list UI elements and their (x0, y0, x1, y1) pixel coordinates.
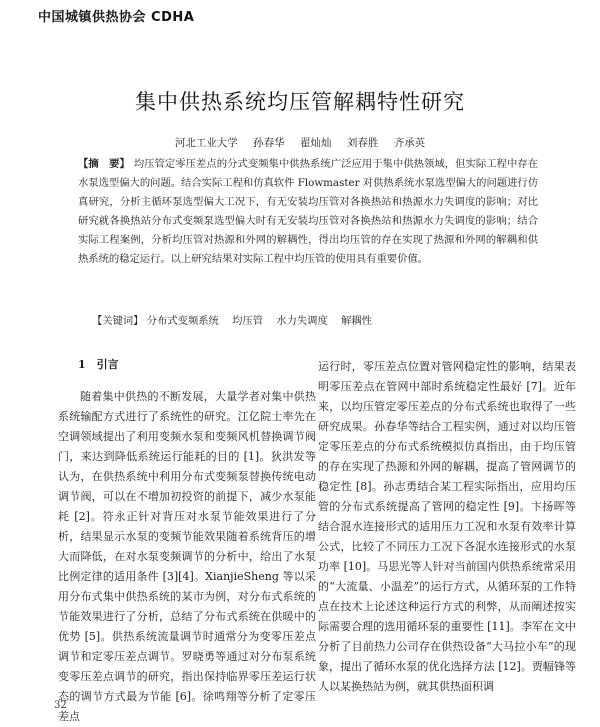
author-name: 翟灿灿 (300, 137, 332, 149)
author-name: 孙春华 (253, 137, 285, 149)
abstract-text: 均压管定零压差点的分式变频集中供热系统广泛应用于集中供热领域，但实际工程中存在水泵选型偏大的问题。结合实际工程和仿真软件 Flowmaster 对供热系统水泵选型偏大的问题进行仿真研究，分析主循环泵选型偏大工况下，有无安装均压管对各换热站和热源水力失调度的影响；对比研究就各换热站分布式变频泵选型偏大时有无安装均压管对各换热站和热源水力失调度的影响；结合实际工程案例，分析均压管对热源和外网的解耦性，得出均压管的存在实现了热源和外网的解耦和供热系统的稳定运行。以上研究结果对实际工程中均压管的使用具有重要价值。 (78, 158, 539, 265)
body-paragraph: 随着集中供热的不断发展，大量学者对集中供热系统输配方式进行了系统性的研究。江亿院士率先在空调领域提出了利用变频水泵和变频风机替换调节阀门，来达到降低系统运行能耗的目的 [1]。狄洪发等认为，在供热系统中利用分布式变频泵替换传统电动调节阀，可以在不增加初投资的前提下，减少水泵能耗 [2]。符永正针对背压对水泵节能效果进行了分析，结果显示水泵的变频节能效果随着系统背压的增大而降低，在对水泵变频调节的分析中，给出了水泵比例定律的适用条件 [3][4]。XianjieSheng 等以采用分布式集中供热系统的某市为例，对分布式系统的节能效果进行了分析，总结了分布式系统在供暖中的优势 [5]。供热系统流量调节时通常分为变零压差点调节和定零压差点调节。罗晓勇等通过对分布泵系统变零压差点调节的研究，指出保持临界零压差运行状态的调节方式最为节能 [6]。徐鸣翔等分析了定零压差点 (58, 390, 316, 723)
body-paragraph: 运行时，零压差点位置对管网稳定性的影响，结果表明零压差点在管网中部时系统稳定性最好 [7]。近年来，以均压管定零压差点的分布式系统也取得了一些研究成果。孙春华等结合工程实例，通过对以均压管定零压差点的分布式系统模拟仿真指出，由于均压管的存在实现了热源和外网的解耦，提高了管网调节的稳定性 [8]。孙志勇结合某工程实际指出，应用均压管的分布式系统提高了管网的稳定性 [9]。卞扬晖等结合混水连接形式的适用压力工况和水泵有效率计算公式，比较了不同压力工况下各混水连接形式的水泵功率 [10]。马思光等人针对当前国内供热系统常采用的“大流量、小温差”的运行方式，从循环泵的工作特点在技术上论述这种运行方式的利弊，从而阐述按实际需要合理的选用循环泵的重要性 [11]。李军在文中分析了目前热力公司存在供热设备“大马拉小车”的现象，提出了循环水泵的优化选择方法 [12]。贾幅锋等人以某换热站为例，就其供热面积调 (318, 360, 576, 693)
keyword: 分布式变频系统 (146, 315, 219, 327)
abstract-label: 【摘 要】 (78, 158, 130, 170)
paper-title: 集中供热系统均压管解耦特性研究 (135, 90, 465, 114)
body-column-right (318, 357, 576, 697)
author-line (0, 135, 600, 150)
abstract (78, 155, 538, 269)
section-heading: 1 引言 (78, 358, 119, 371)
author-name: 齐承英 (393, 137, 426, 149)
keyword: 水力失调度 (276, 315, 328, 327)
affiliation: 河北工业大学 (174, 137, 238, 149)
keyword: 均压管 (232, 315, 264, 327)
keywords (92, 312, 532, 327)
journal-header: 中国城镇供热协会 CDHA (38, 10, 195, 25)
author-name: 刘春胜 (346, 137, 379, 149)
keywords-label: 【关键词】 (92, 315, 144, 327)
body-column-left (58, 355, 316, 727)
keyword: 解耦性 (341, 315, 372, 327)
page-number: 32 (54, 700, 67, 711)
